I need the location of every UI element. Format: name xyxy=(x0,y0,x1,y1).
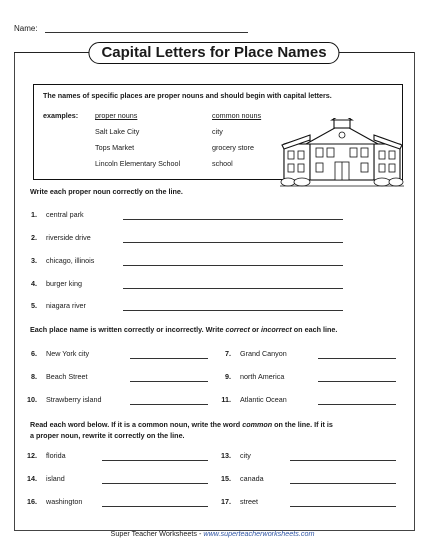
examples-label: examples: xyxy=(43,111,79,120)
question-number: 9. xyxy=(225,372,231,381)
footer-separator: - xyxy=(196,529,204,538)
question-number: 5. xyxy=(31,301,37,310)
question-word: canada xyxy=(240,474,264,483)
instruction-text: Each place name is written correctly or incorrectly. Write xyxy=(30,325,226,334)
question-number: 2. xyxy=(31,233,37,242)
question-number: 11. xyxy=(221,395,231,404)
section3-instruction-line2: a proper noun, rewrite it correctly on the line. xyxy=(30,431,185,440)
proper-noun-example: Tops Market xyxy=(95,143,135,152)
question-number: 7. xyxy=(225,349,231,358)
question-number: 16. xyxy=(27,497,37,506)
question-number: 14. xyxy=(27,474,37,483)
question-word: street xyxy=(240,497,258,506)
question-word: island xyxy=(46,474,65,483)
question-number: 4. xyxy=(31,279,37,288)
answer-line[interactable] xyxy=(123,310,343,311)
common-noun-example: city xyxy=(212,127,223,136)
question-word: Strawberry island xyxy=(46,395,102,404)
answer-line[interactable] xyxy=(318,404,396,405)
question-word: niagara river xyxy=(46,301,86,310)
name-label: Name: xyxy=(14,24,38,33)
answer-line[interactable] xyxy=(102,460,208,461)
answer-line[interactable] xyxy=(102,506,208,507)
proper-noun-example: Lincoln Elementary School xyxy=(95,159,181,168)
instruction-text: on the line. If it is xyxy=(272,420,333,429)
answer-line[interactable] xyxy=(130,381,208,382)
question-word: New York city xyxy=(46,349,90,358)
question-number: 1. xyxy=(31,210,37,219)
question-word: burger king xyxy=(46,279,82,288)
proper-nouns-heading: proper nouns xyxy=(95,111,138,120)
question-word: city xyxy=(240,451,251,460)
answer-line[interactable] xyxy=(123,265,343,266)
question-word: Grand Canyon xyxy=(240,349,287,358)
answer-line[interactable] xyxy=(102,483,208,484)
answer-line[interactable] xyxy=(318,358,396,359)
footer-brand: Super Teacher Worksheets xyxy=(110,529,197,538)
common-noun-example: school xyxy=(212,159,233,168)
answer-line[interactable] xyxy=(290,483,396,484)
answer-line[interactable] xyxy=(290,506,396,507)
section2-instruction xyxy=(30,325,337,334)
question-word: washington xyxy=(46,497,83,506)
question-word: Beach Street xyxy=(46,372,88,381)
section3-instruction xyxy=(30,420,333,429)
question-number: 8. xyxy=(31,372,37,381)
question-word: north America xyxy=(240,372,285,381)
question-word: central park xyxy=(46,210,84,219)
question-word: Atlantic Ocean xyxy=(240,395,287,404)
section1-instruction: Write each proper noun correctly on the line. xyxy=(30,187,183,196)
name-line[interactable] xyxy=(45,32,248,33)
instruction-emphasis: incorrect xyxy=(261,325,292,334)
question-word: florida xyxy=(46,451,66,460)
question-number: 15. xyxy=(221,474,231,483)
answer-line[interactable] xyxy=(123,242,343,243)
answer-line[interactable] xyxy=(318,381,396,382)
answer-line[interactable] xyxy=(123,288,343,289)
title-banner xyxy=(14,42,414,62)
instruction-text: or xyxy=(249,325,262,334)
question-number: 12. xyxy=(27,451,37,460)
question-number: 17. xyxy=(221,497,231,506)
instruction-text: on each line. xyxy=(291,325,338,334)
intro-text: The names of specific places are proper nouns and should begin with capital letters. xyxy=(43,91,332,100)
answer-line[interactable] xyxy=(130,404,208,405)
question-word: chicago, illinois xyxy=(46,256,95,265)
instruction-text: Read each word below. If it is a common noun, write the word xyxy=(30,420,243,429)
footer xyxy=(0,529,425,538)
page-title: Capital Letters for Place Names xyxy=(88,42,339,64)
common-noun-example: grocery store xyxy=(212,143,254,152)
answer-line[interactable] xyxy=(130,358,208,359)
question-number: 3. xyxy=(31,256,37,265)
question-number: 10. xyxy=(27,395,37,404)
instruction-emphasis: correct xyxy=(225,325,250,334)
answer-line[interactable] xyxy=(123,219,343,220)
school-building-icon xyxy=(280,118,404,190)
footer-url[interactable]: www.superteacherworksheets.com xyxy=(203,529,315,538)
proper-noun-example: Salt Lake City xyxy=(95,127,140,136)
question-number: 6. xyxy=(31,349,37,358)
instruction-emphasis: common xyxy=(242,420,273,429)
answer-line[interactable] xyxy=(290,460,396,461)
question-number: 13. xyxy=(221,451,231,460)
question-word: riverside drive xyxy=(46,233,91,242)
common-nouns-heading: common nouns xyxy=(212,111,262,120)
